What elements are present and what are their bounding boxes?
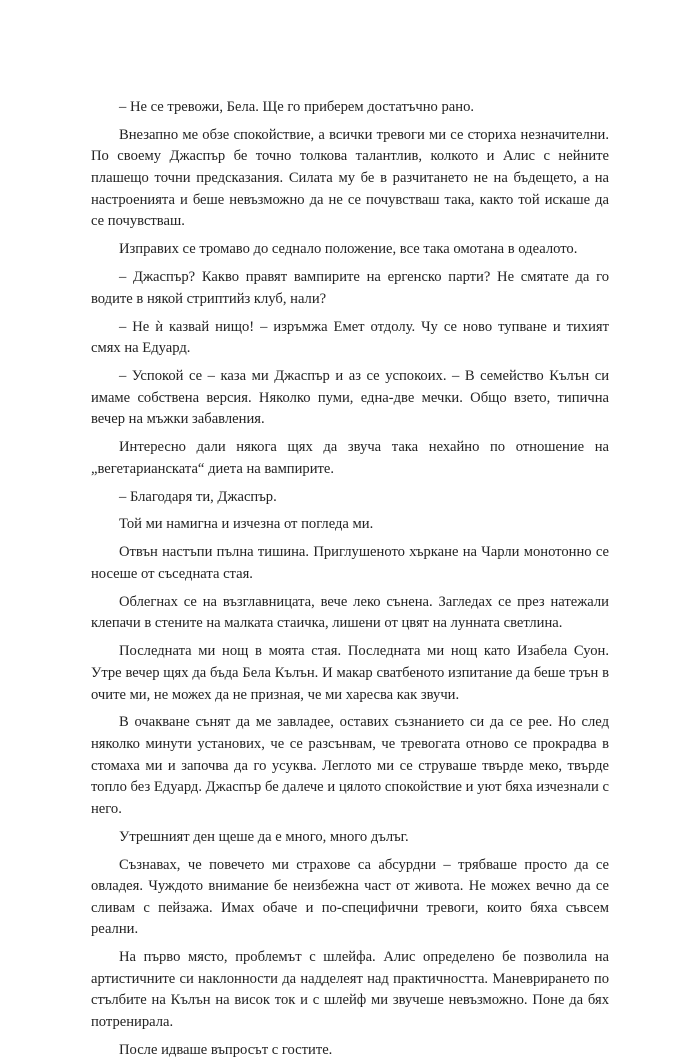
paragraph-10: Отвън настъпи пълна тишина. Приглушеното хъркане на Чарли монотонно се носеше от съседната стая. [91, 544, 609, 582]
paragraph-8: – Благодаря ти, Джаспър. [119, 488, 277, 505]
paragraph-7: Интересно дали някога щях да звуча така нехайно по отношение на „вегетарианската“ диета на вампирите. [91, 439, 609, 477]
paragraph-12: Последната ми нощ в моята стая. Последната ми нощ като Изабела Суон. Утре вечер щях да бъда Бела Кълън. И макар сватбеното изпитание да беше трън в очите ми, не можех да не призная, че ми харесва как звучи. [91, 643, 609, 703]
paragraph-14: Утрешният ден щеше да е много, много дълъг. [119, 828, 409, 845]
paragraph-5: – Не ѝ казвай нищо! – изръмжа Емет отдолу. Чу се ново тупване и тихият смях на Едуард. [91, 318, 609, 357]
paragraph-4: – Джаспър? Какво правят вампирите на ергенско парти? Не смятате да го водите в някой стриптийз клуб, нали? [91, 269, 609, 307]
paragraph-17: После идваше въпросът с гостите. [119, 1041, 333, 1058]
paragraph-2: Внезапно ме обзе спокойствие, а всички тревоги ми се сториха незначителни. По своему Джаспър бе точно толкова талантлив, колкото и Алис с нейните плашещо точни предсказания. Силата му бе в разчитането не на бъдещето, а на настроенията и беше невъзможно да не се почувстваш така, както той искаше да се почувстваш. [91, 126, 609, 230]
paragraph-6: – Успокой се – каза ми Джаспър и аз се успокоих. – В семейство Кълън си имаме собствена версия. Няколко пуми, една-две мечки. Общо взето, типична вечер на мъжки забавления. [91, 368, 609, 428]
paragraph-15: Съзнавах, че повечето ми страхове са абсурдни – трябваше просто да се овладея. Чуждото внимание бе неизбежна част от живота. Не можех вечно да се сливам с пейзажа. Имах обаче и по-специфични тревоги, които бяха съвсем реални. [91, 856, 609, 938]
paragraph-16: На първо място, проблемът с шлейфа. Алис определено бе позволила на артистичните си наклонности да надделеят над практичността. Маневрирането по стълбите на Кълън на висок ток и с шлейф ми звучеше невъзможно. Поне да бях потренирала. [91, 949, 609, 1031]
paragraph-1: – Не се тревожи, Бела. Ще го приберем достатъчно рано. [119, 99, 475, 115]
paragraph-3: Изправих се тромаво до седнало положение, все така омотана в одеалото. [119, 241, 578, 258]
paragraph-11: Облегнах се на възглавницата, вече леко сънена. Загледах се през натежали клепачи в стените на малката стаичка, лишени от цвят на лунната светлина. [91, 593, 609, 632]
body-text [91, 97, 609, 1062]
paragraph-9: Той ми намигна и изчезна от погледа ми. [119, 516, 374, 533]
paragraph-13: В очакване сънят да ме завладее, оставих съзнанието си да се рее. Но след няколко минути установих, че се разсънвам, че тревогата отново се прокрадва в стомаха ми и започва да го усуква. Леглото ми се струваше твърде меко, твърде топло без Едуард. Джаспър бе далече и цялото спокойствие и уют бяха изчезнали с него. [91, 714, 609, 817]
